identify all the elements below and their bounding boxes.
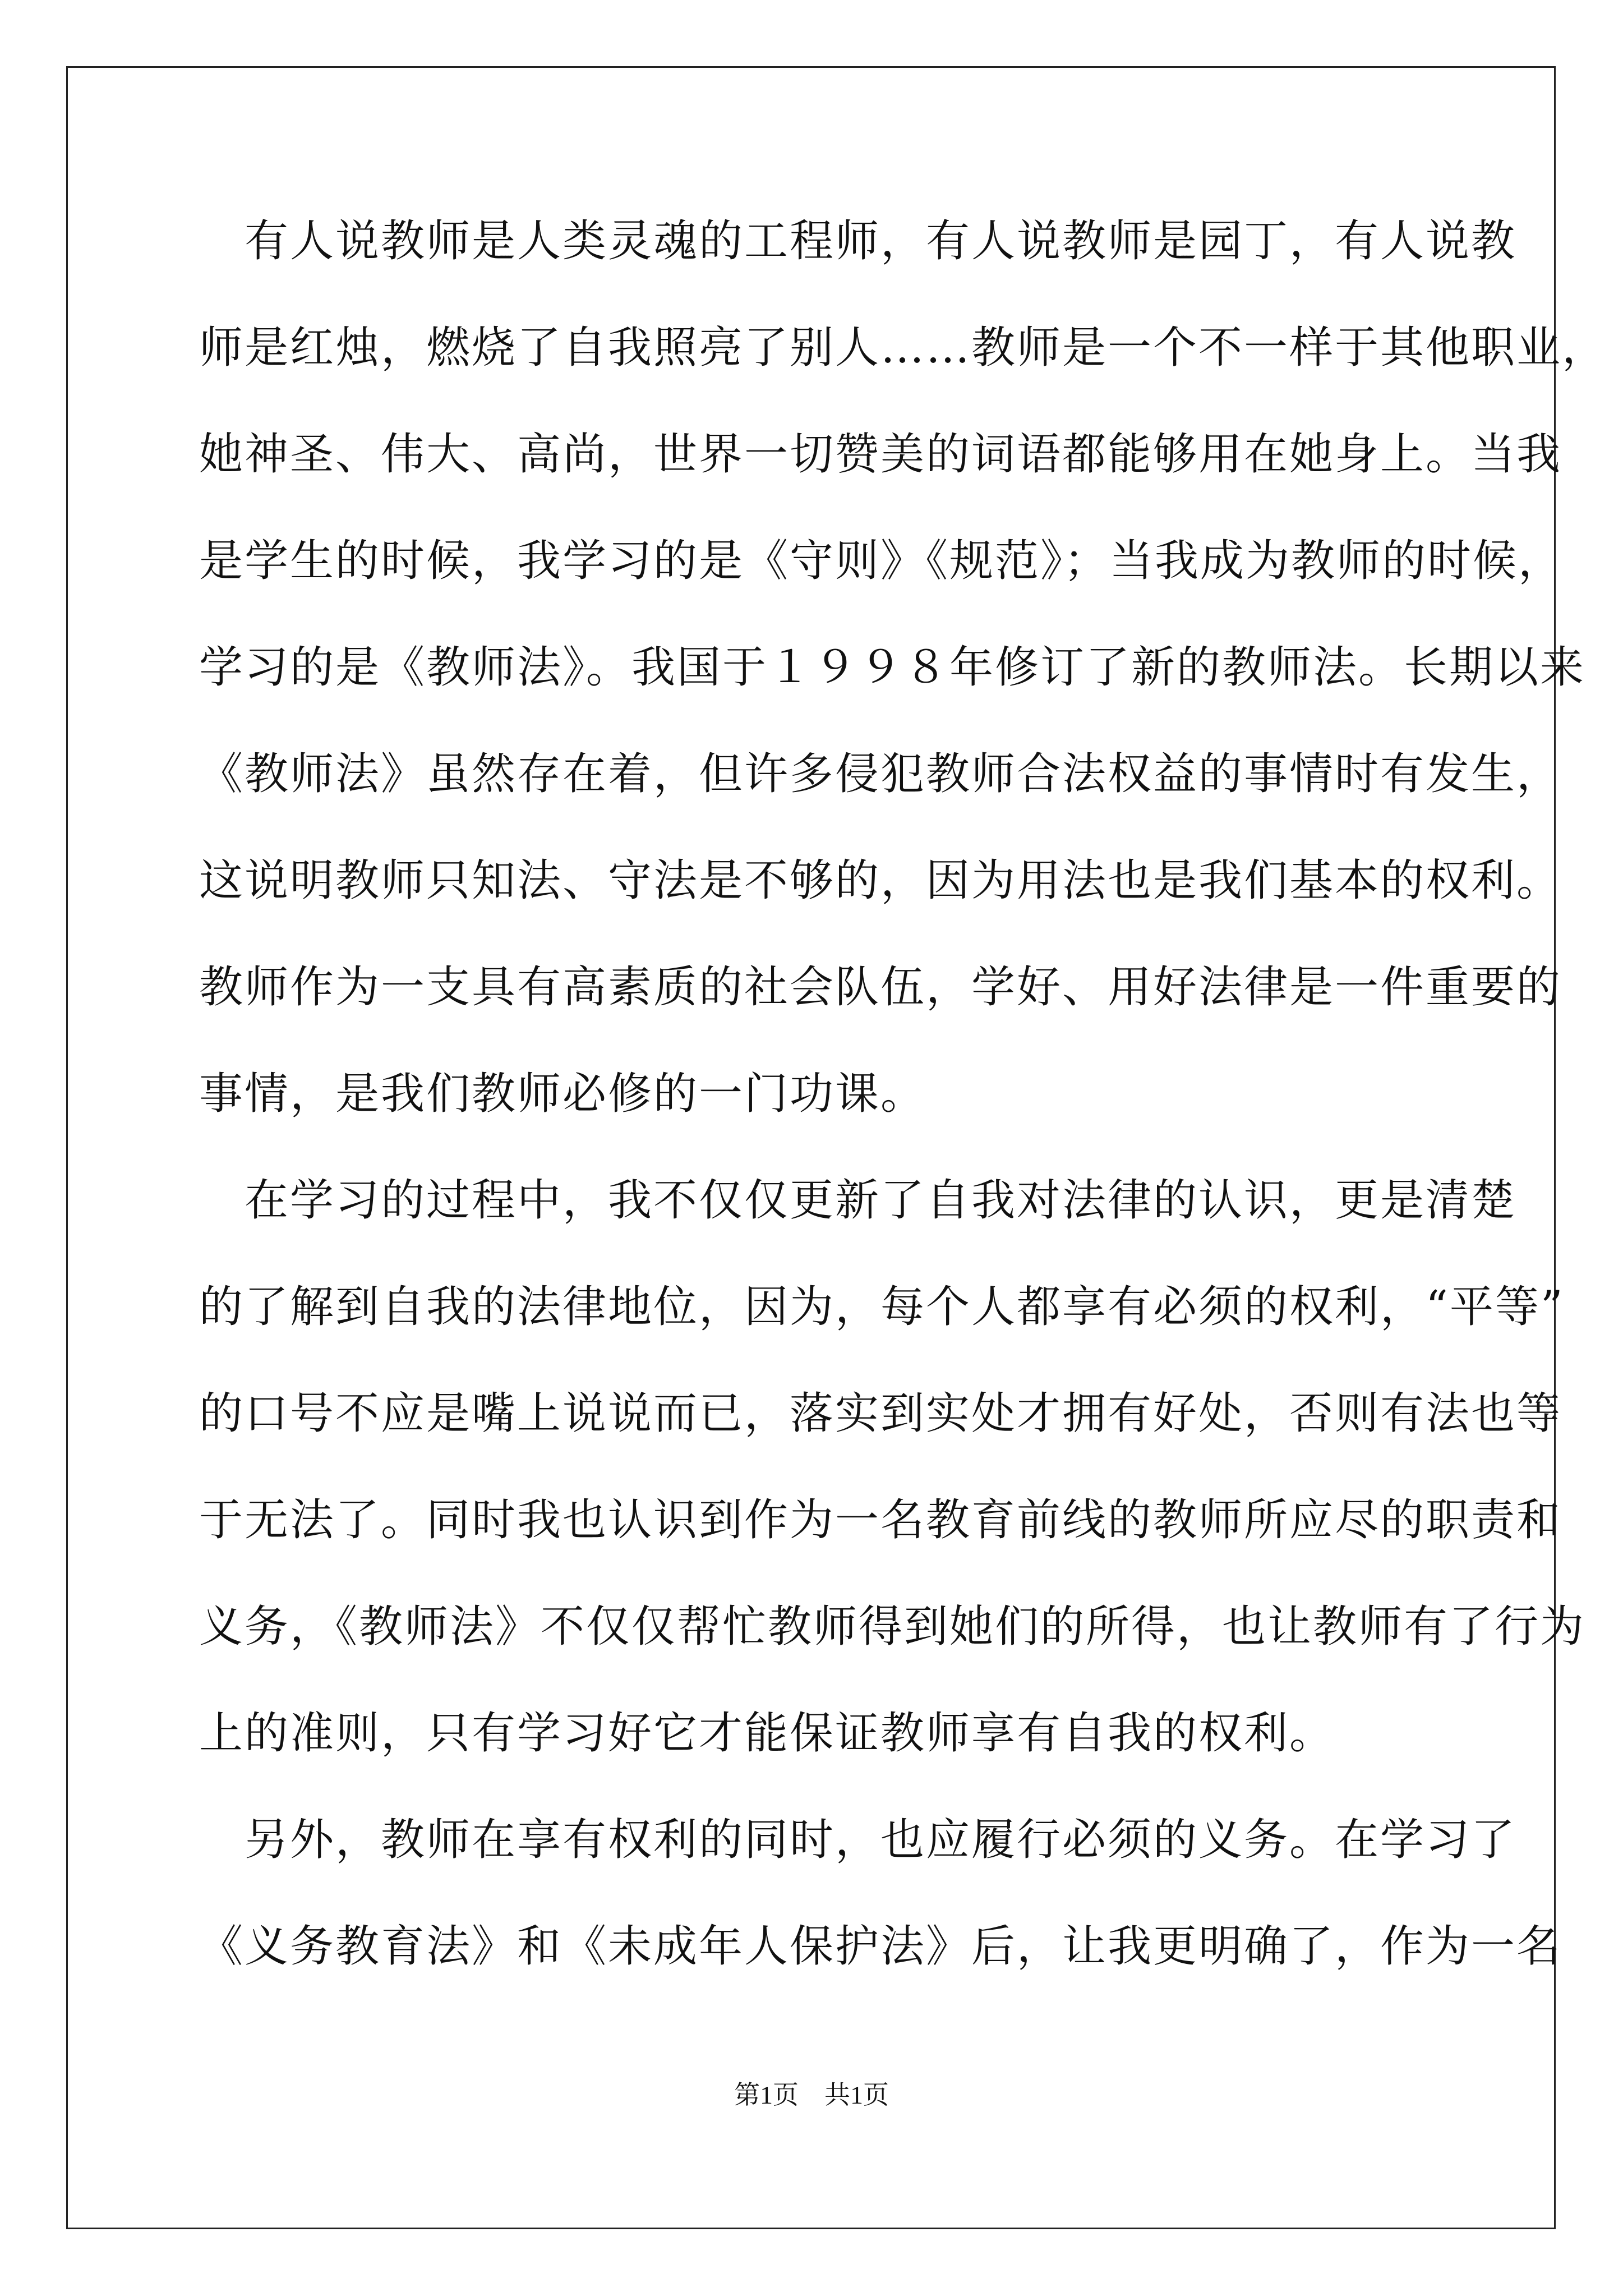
text-line: 学习的是《教师法》。我国于１９９８年修订了新的教师法。长期以来 [199, 642, 1586, 693]
text-line: 于无法了。同时我也认识到作为一名教育前线的教师所应尽的职责和 [199, 1495, 1562, 1545]
text-line: 教师作为一支具有高素质的社会队伍，学好、用好法律是一件重要的 [199, 962, 1562, 1013]
text-line: 《义务教育法》和《未成年人保护法》后，让我更明确了，作为一名 [199, 1921, 1562, 1972]
text-line: 《教师法》虽然存在着，但许多侵犯教师合法权益的事情时有发生， [199, 749, 1562, 799]
text-line: 另外，教师在享有权利的同时，也应履行必须的义务。在学习了 [199, 1815, 1517, 1865]
text-line: 这说明教师只知法、守法是不够的，因为用法也是我们基本的权利。 [199, 855, 1562, 906]
text-line: 有人说教师是人类灵魂的工程师，有人说教师是园丁，有人说教 [199, 216, 1517, 266]
text-line: 上的准则，只有学习好它才能保证教师享有自我的权利。 [199, 1708, 1335, 1759]
text-line: 的口号不应是嘴上说说而已，落实到实处才拥有好处，否则有法也等 [199, 1388, 1562, 1439]
text-line: 的了解到自我的法律地位，因为，每个人都享有必须的权利，“平等” [199, 1282, 1565, 1332]
page-border [66, 66, 1556, 2229]
text-line: 在学习的过程中，我不仅仅更新了自我对法律的认识，更是清楚 [199, 1175, 1517, 1226]
text-line: 她神圣、伟大、高尚，世界一切赞美的词语都能够用在她身上。当我 [199, 429, 1562, 480]
text-line: 义务，《教师法》不仅仅帮忙教师得到她们的所得，也让教师有了行为 [199, 1602, 1586, 1652]
text-line: 师是红烛，燃烧了自我照亮了别人……教师是一个不一样于其他职业， [199, 323, 1608, 373]
text-line: 事情，是我们教师必修的一门功课。 [199, 1069, 926, 1119]
text-line: 是学生的时候，我学习的是《守则》《规范》；当我成为教师的时候， [199, 536, 1564, 586]
page-number: 第1页 共1页 [734, 2081, 889, 2109]
